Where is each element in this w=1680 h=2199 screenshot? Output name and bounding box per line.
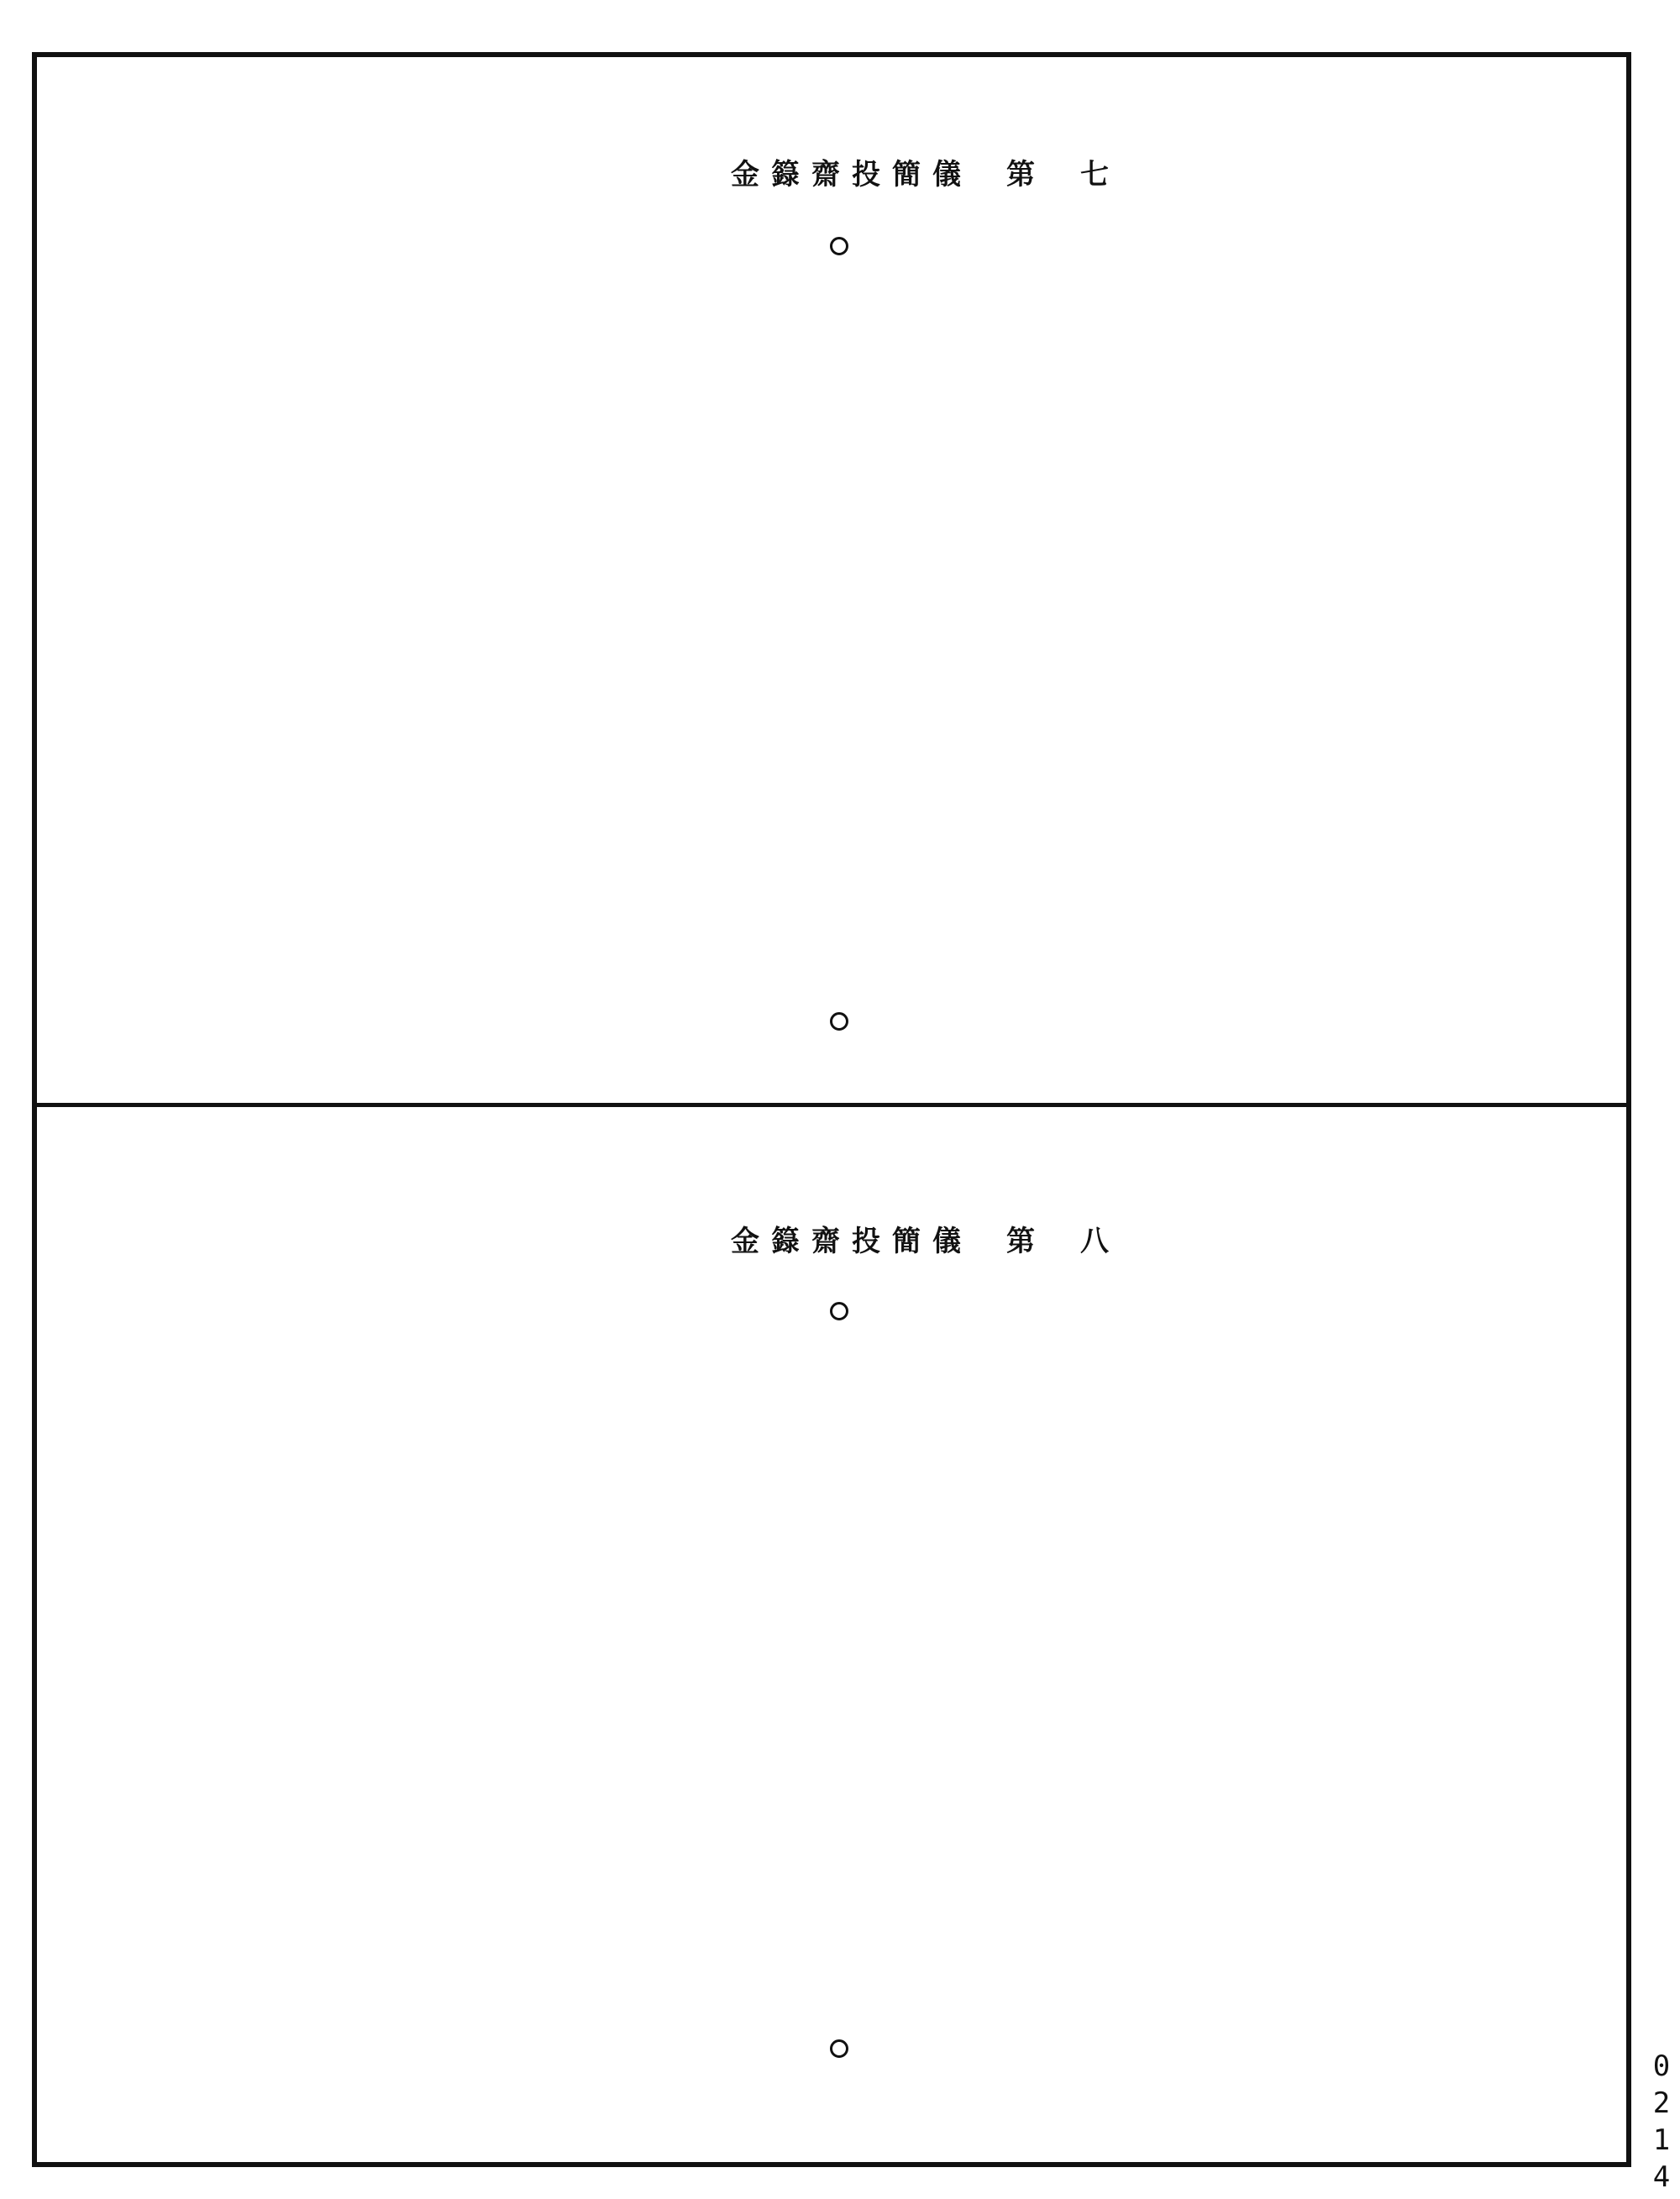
- page-frame: [32, 52, 1631, 2167]
- page-divider: [32, 1103, 1631, 1107]
- top-header-title: 金籙齋投簡儀: [731, 158, 973, 192]
- binding-hole-mark: [830, 237, 848, 255]
- bottom-running-header: [731, 1218, 1121, 1259]
- bottom-header-num: 八: [1080, 1225, 1121, 1258]
- bottom-header-title: 金籙齋投簡儀: [731, 1225, 973, 1258]
- top-running-header: [731, 151, 1121, 192]
- bottom-header-label: 第: [1006, 1225, 1047, 1258]
- edge-page-number: 0214: [1645, 2049, 1678, 2197]
- top-header-label: 第: [1006, 158, 1047, 192]
- top-header-num: 七: [1080, 158, 1121, 192]
- binding-hole-mark: [830, 1012, 848, 1031]
- binding-hole-mark: [830, 1302, 848, 1320]
- binding-hole-mark: [830, 2039, 848, 2058]
